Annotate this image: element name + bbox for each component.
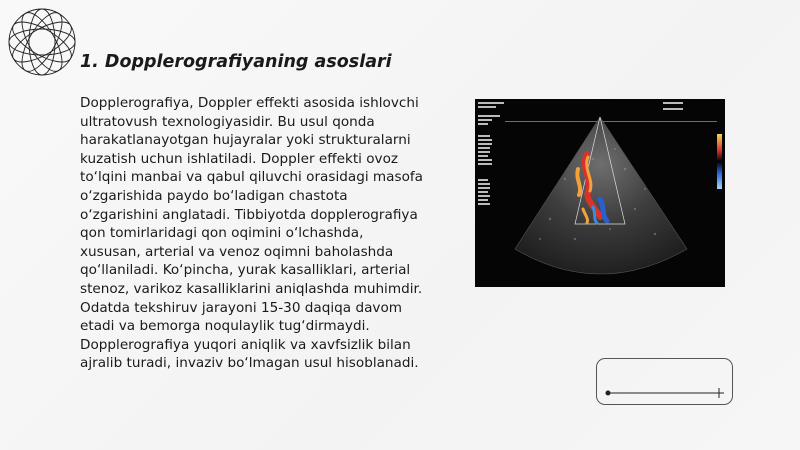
slide-title: 1. Dopplerografiyaning asoslari	[80, 52, 392, 72]
body-paragraph: Dopplerografiya, Doppler effekti asosida ishlovchi ultratovush texnologiyasidir. Bu usul qonda harakatlanayotgan hujayralar yoki strukturalarni kuzatish uchun ishlatiladi. Doppler effekti ovoz to‘lqini manbai va qabul qiluvchi orasidagi masofa o‘zgarishida paydo bo‘ladigan chastota o‘zgarishini anglatadi. Tibbiyotda dopplerografiya qon tomirlaridagi qon oqimini o‘lchashda, xususan, arterial va venoz oqimni baholashda qo‘llaniladi. Ko‘pincha, yurak kasalliklari, arterial stenoz, varikoz kasalliklarini aniqlashda muhimdir. Odatda tekshiruv jarayoni 15-30 daqiqa davom etadi va bemorga noqulaylik tug‘dirmaydi. Dopplerografiya yuqori aniqlik va xavfsizlik bilan ajralib turadi, invaziv bo‘lmagan usul hisoblanadi.	[80, 95, 424, 372]
scale-line-box	[596, 358, 733, 405]
ultrasound-doppler-image	[475, 99, 725, 287]
decorative-logo-icon	[4, 4, 80, 80]
